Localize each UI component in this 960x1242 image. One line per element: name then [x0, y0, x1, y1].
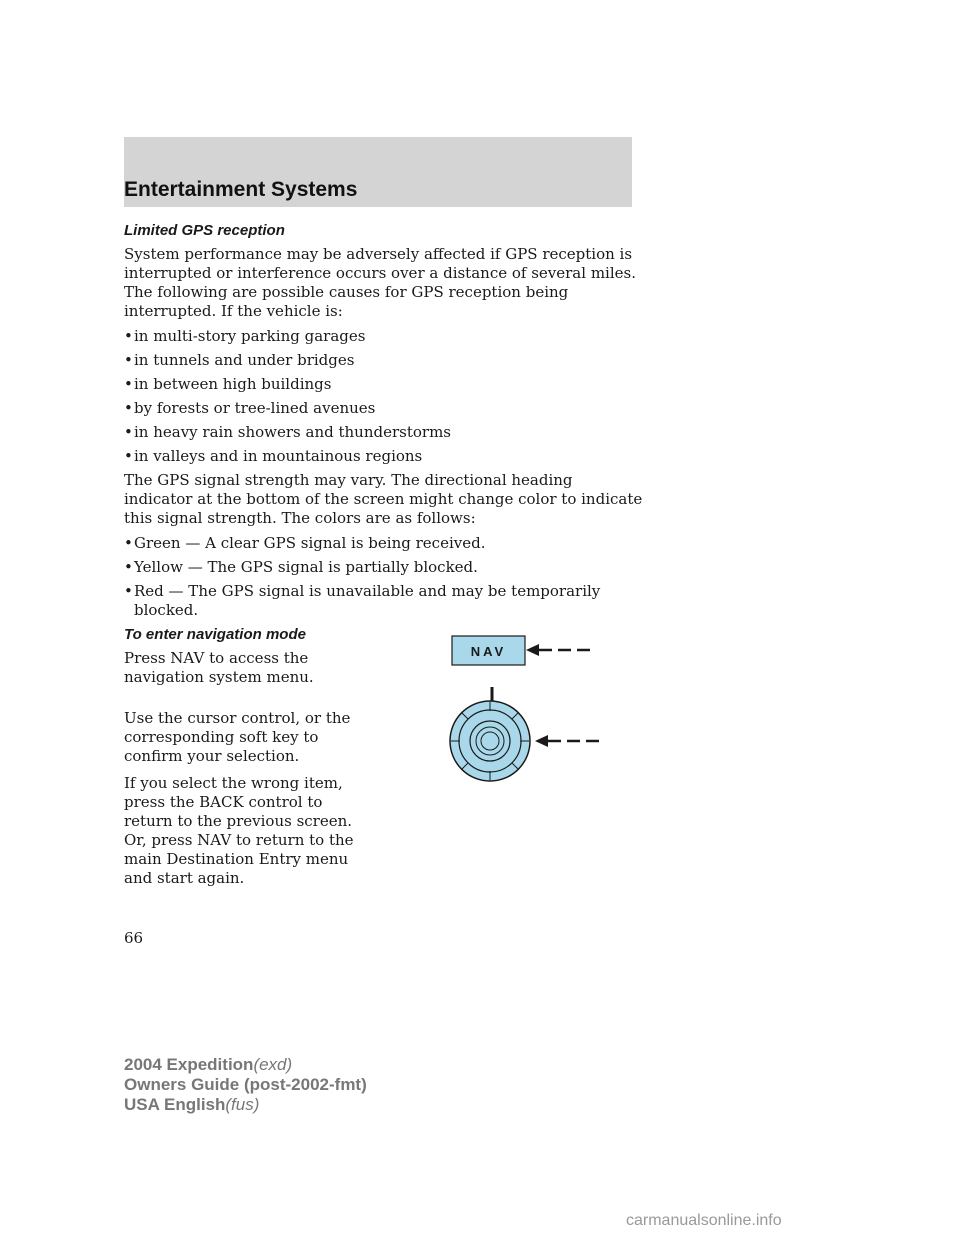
- list-item: • in multi-story parking garages: [124, 327, 366, 345]
- list-item: • by forests or tree-lined avenues: [124, 399, 376, 417]
- cursor-control-icon: [450, 701, 530, 781]
- list-item: • in heavy rain showers and thunderstorms: [124, 423, 451, 441]
- nav-heading: To enter navigation mode: [124, 626, 306, 643]
- list-item: • in between high buildings: [124, 375, 332, 393]
- nav-button-label: NAV: [470, 644, 507, 659]
- gps-heading: Limited GPS reception: [124, 222, 285, 239]
- nav-instructions: [124, 649, 372, 888]
- dial-callout-arrow: [535, 735, 599, 747]
- list-item: • in valleys and in mountainous regions: [124, 447, 423, 465]
- page-number: 66: [124, 929, 144, 947]
- document-footer: 2004 Expedition(exd) Owners Guide (post-2002-fmt) USA English(fus): [124, 1055, 367, 1114]
- gps-intro: System performance may be adversely affected if GPS reception is interrupted or interference occurs over a distance of several miles. The following are possible causes for GPS reception being interrupted. If the vehicle is:: [124, 245, 636, 320]
- nav-para-3: If you select the wrong item, press the BACK control to return to the previous screen. Or, press NAV to return to the main Destination Entry menu and start again.: [124, 774, 354, 887]
- signal-text: The GPS signal strength may vary. The directional heading indicator at the bottom of the screen might change color to indicate this signal strength. The colors are as follows:: [124, 471, 643, 527]
- nav-button-icon: [452, 636, 525, 665]
- list-item: • Green — A clear GPS signal is being received.: [124, 534, 486, 552]
- nav-para-2: Use the cursor control, or the corresponding soft key to confirm your selection.: [124, 709, 351, 765]
- nav-callout-arrow: [526, 644, 590, 656]
- nav-controls-illustration: [440, 630, 620, 810]
- section-title: Entertainment Systems: [124, 178, 358, 201]
- list-item: • Red — The GPS signal is unavailable and may be temporarily blocked.: [124, 582, 601, 619]
- list-item: • in tunnels and under bridges: [124, 351, 355, 369]
- nav-para-1: Press NAV to access the navigation system menu.: [124, 649, 314, 686]
- watermark: carmanualsonline.info: [626, 1212, 782, 1229]
- list-item: • Yellow — The GPS signal is partially blocked.: [124, 558, 478, 576]
